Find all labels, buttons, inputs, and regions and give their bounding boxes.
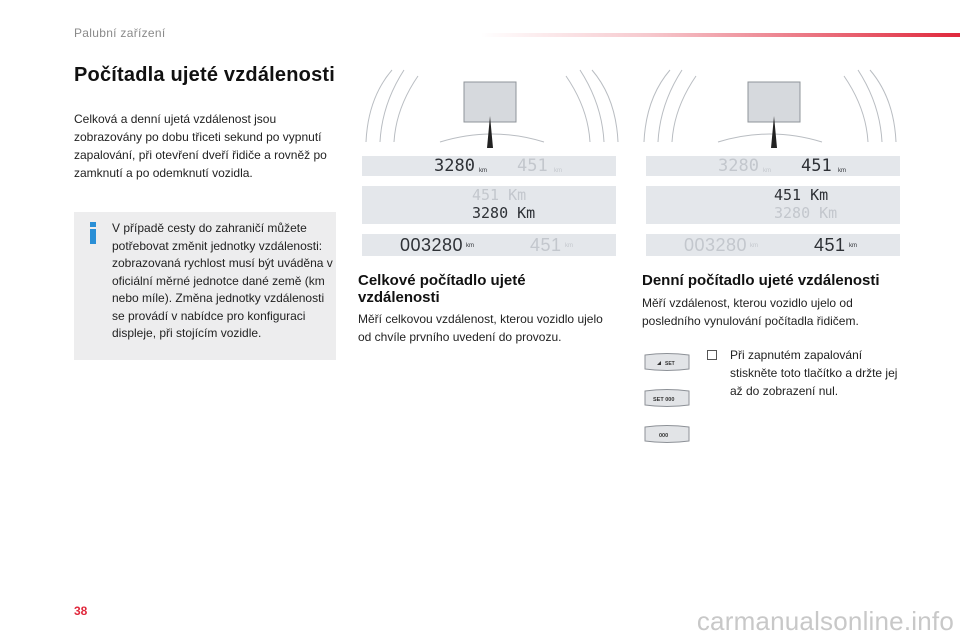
lcd-total-value: 003280 bbox=[684, 235, 748, 255]
running-header: Palubní zařízení bbox=[74, 26, 166, 40]
lcd-trip-unit: km bbox=[554, 168, 562, 174]
lcd-trip-value: 451 bbox=[814, 235, 846, 255]
info-icon bbox=[86, 222, 100, 244]
page-number: 38 bbox=[74, 604, 88, 618]
page-title: Počítadla ujeté vzdálenosti bbox=[74, 64, 336, 86]
lcd-display-1-total bbox=[362, 156, 616, 176]
lcd-trip-unit: km bbox=[838, 168, 846, 174]
instrument-cluster-illustration-total bbox=[362, 68, 622, 152]
lcd-trip-value: 451 bbox=[801, 156, 832, 176]
set-button-text: SET bbox=[665, 361, 675, 367]
lcd-total-value: 3280 bbox=[434, 156, 475, 176]
lcd-display-1-trip bbox=[646, 156, 900, 176]
set-000-button-text: SET 000 bbox=[653, 397, 675, 403]
lcd-trip-unit: km bbox=[849, 243, 857, 249]
lcd-display-2-total bbox=[362, 186, 616, 224]
lcd-display-2-trip bbox=[646, 186, 900, 224]
instrument-cluster-illustration-trip bbox=[640, 68, 900, 152]
watermark: carmanualsonline.info bbox=[696, 606, 954, 636]
lcd-trip-value: 451 bbox=[530, 235, 562, 255]
trip-odometer-heading: Denní počítadlo ujeté vzdálenosti bbox=[642, 272, 880, 289]
lcd-total-line: 3280 Km bbox=[774, 204, 838, 222]
checkbox-bullet-icon bbox=[707, 350, 717, 360]
intro-paragraph: Celková a denní ujetá vzdálenost jsou zobrazovány po dobu třiceti sekund po vypnutí zapalování, při otevření dveří řidiče a rovněž po zamknutí a po odemknutí vozidla. bbox=[74, 112, 327, 180]
lcd-display-3-total bbox=[362, 234, 616, 256]
trip-odometer-text: Měří vzdálenost, kterou vozidlo ujelo od posledního vynulování počítadla řidičem. bbox=[642, 296, 859, 328]
reset-button-illustration-set bbox=[643, 352, 691, 372]
header-accent-line bbox=[480, 33, 960, 37]
trip-reset-instruction: Při zapnutém zapalování stiskněte toto tlačítko a držte jej až do zobrazení nul. bbox=[730, 348, 898, 398]
lcd-total-line: 3280 Km bbox=[472, 204, 536, 222]
lcd-trip-line: 451 Km bbox=[472, 186, 527, 204]
lcd-trip-value: 451 bbox=[517, 156, 548, 176]
reset-button-illustration-000 bbox=[643, 424, 691, 444]
total-odometer-heading: Celkové počítadlo ujeté vzdálenosti bbox=[358, 272, 526, 306]
lcd-total-unit: km bbox=[466, 243, 474, 249]
lcd-total-value: 003280 bbox=[400, 235, 464, 255]
lcd-trip-line: 451 Km bbox=[774, 186, 829, 204]
lcd-total-unit: km bbox=[479, 168, 487, 174]
lcd-trip-unit: km bbox=[565, 243, 573, 249]
lcd-total-value: 3280 bbox=[718, 156, 759, 176]
lcd-display-3-trip bbox=[646, 234, 900, 256]
info-text: V případě cesty do zahraničí můžete potřebovat změnit jednotky vzdálenosti: zobrazovaná rychlost musí být uváděna v oficiální měrné jednotce dané země (km nebo míle). Změna jednotky vzdálenosti se provádí v nabídce pro konfiguraci displeje, při stojícím vozidle. bbox=[112, 221, 333, 340]
reset-button-illustration-set-000 bbox=[643, 388, 691, 408]
total-odometer-text: Měří celkovou vzdálenost, kterou vozidlo ujelo od chvíle prvního uvedení do provozu. bbox=[358, 312, 603, 344]
000-button-text: 000 bbox=[659, 433, 669, 439]
lcd-total-unit: km bbox=[750, 243, 758, 249]
lcd-total-unit: km bbox=[763, 168, 771, 174]
